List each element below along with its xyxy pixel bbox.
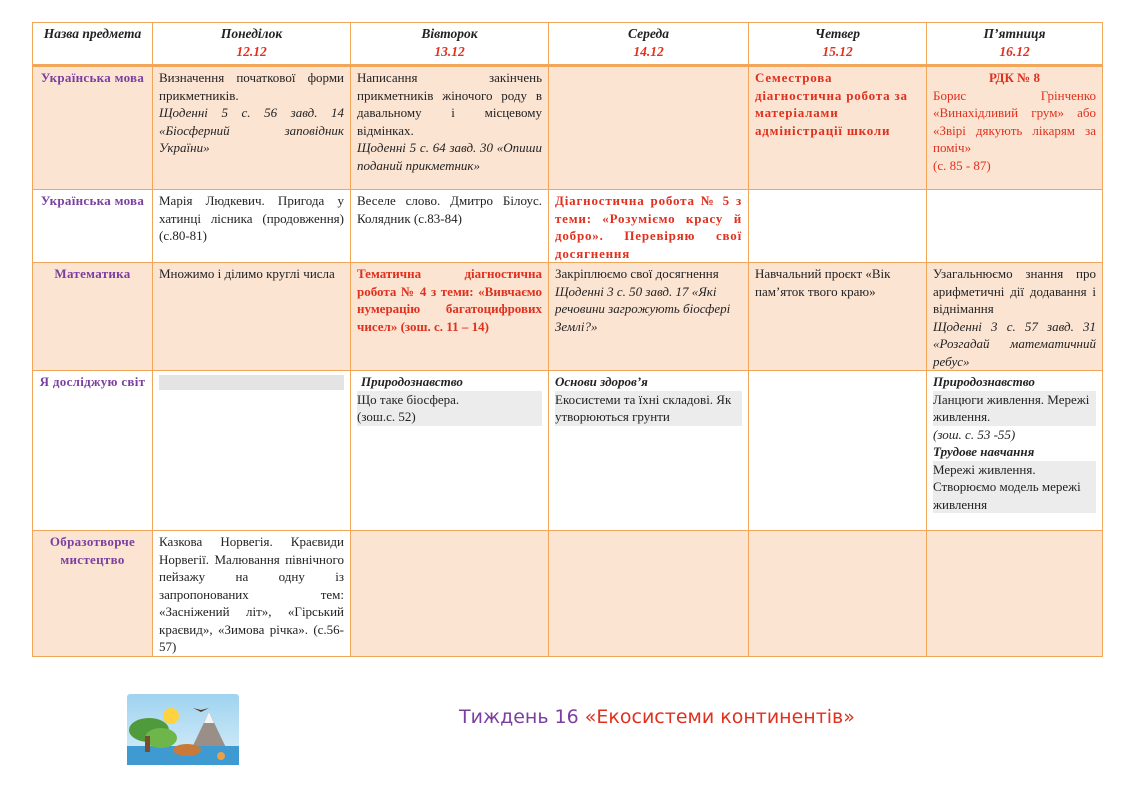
lesson-cell	[549, 66, 749, 190]
subject-cell: Українська мова	[33, 66, 153, 190]
table-row	[33, 190, 1103, 263]
lesson-cell: Тематична діагностична робота № 4 з теми: «Вивчаємо нумерацію багатоцифрових чисел» (зош. с. 11 – 14)	[351, 263, 549, 371]
lesson-cell	[749, 371, 927, 531]
lesson-cell: Навчальний проєкт «Вік пам’яток твого краю»	[749, 263, 927, 371]
header-row	[33, 23, 1103, 66]
table-row	[33, 531, 1103, 657]
lesson-cell: Узагальнюємо знання про арифметичні дії додавання і віднімання Щоденні 3 с. 57 завд. 31 «Розгадай математичний ребус»	[927, 263, 1103, 371]
lesson-cell	[749, 190, 927, 263]
week-theme: «Екосистеми континентів»	[584, 706, 855, 728]
subject-cell: Образотворче мистецтво	[33, 531, 153, 657]
lesson-cell	[351, 531, 549, 657]
empty-gray-field	[159, 375, 344, 390]
table-row	[33, 66, 1103, 190]
lesson-cell: Визначення початкової форми прикметників. Щоденні 5 с. 56 завд. 14 «Біосферний заповідник України»	[153, 66, 351, 190]
table-row	[33, 371, 1103, 531]
ecosystem-illustration-icon	[127, 694, 239, 765]
lesson-cell: Природознавство Що таке біосфера. (зош.с. 52)	[351, 371, 549, 531]
week-label: Тиждень 16	[459, 706, 579, 728]
lesson-cell	[749, 531, 927, 657]
lesson-cell: Марія Людкевич. Пригода у хатинці лісника (продовження) (с.80-81)	[153, 190, 351, 263]
header-day-tue: Вівторок 13.12	[351, 23, 549, 66]
lesson-cell: Семестрова діагностична робота за матеріалами адміністрації школи	[749, 66, 927, 190]
lesson-cell	[927, 531, 1103, 657]
schedule-table	[32, 22, 1103, 657]
lesson-cell: Казкова Норвегія. Краєвиди Норвегії. Малювання північного пейзажу на одну із запропонованих тем: «Засніжений літ», «Гірський краєвид», «Зимова річка». (с.56-57)	[153, 531, 351, 657]
lesson-cell: Закріплюємо свої досягнення Щоденні 3 с. 50 завд. 17 «Які речовини загрожують біосфері Землі?»	[549, 263, 749, 371]
lesson-cell	[549, 531, 749, 657]
week-footer	[459, 706, 855, 728]
lesson-cell: Природознавство Ланцюги живлення. Мережі живлення. (зош. с. 53 -55) Трудове навчання Мережі живлення. Створюємо модель мережі живлення	[927, 371, 1103, 531]
header-day-fri: П’ятниця 16.12	[927, 23, 1103, 66]
subject-cell: Математика	[33, 263, 153, 371]
lesson-cell	[153, 371, 351, 531]
lesson-cell: Основи здоров’я Екосистеми та їхні складові. Як утворюються грунти	[549, 371, 749, 531]
lesson-cell: Написання закінчень прикметників жіночого роду в давальному і місцевому відмінках. Щоденні 5 с. 64 завд. 30 «Опиши поданий прикметник»	[351, 66, 549, 190]
subject-cell: Українська мова	[33, 190, 153, 263]
lesson-cell: Веселе слово. Дмитро Білоус. Колядник (с.83-84)	[351, 190, 549, 263]
table-row	[33, 263, 1103, 371]
lesson-cell: РДК № 8 Борис Грінченко «Винахідливий грум» або «Звірі дякують лікарям за поміч» (с. 85 - 87)	[927, 66, 1103, 190]
lesson-cell	[927, 190, 1103, 263]
header-day-wed: Середа 14.12	[549, 23, 749, 66]
lesson-cell: Множимо і ділимо круглі числа	[153, 263, 351, 371]
header-day-thu: Четвер 15.12	[749, 23, 927, 66]
subject-cell: Я досліджую світ	[33, 371, 153, 531]
header-subject: Назва предмета	[33, 23, 153, 66]
header-day-mon: Понеділок 12.12	[153, 23, 351, 66]
lesson-cell: Діагностична робота № 5 з теми: «Розуміємо красу й добро». Перевіряю свої досягнення	[549, 190, 749, 263]
